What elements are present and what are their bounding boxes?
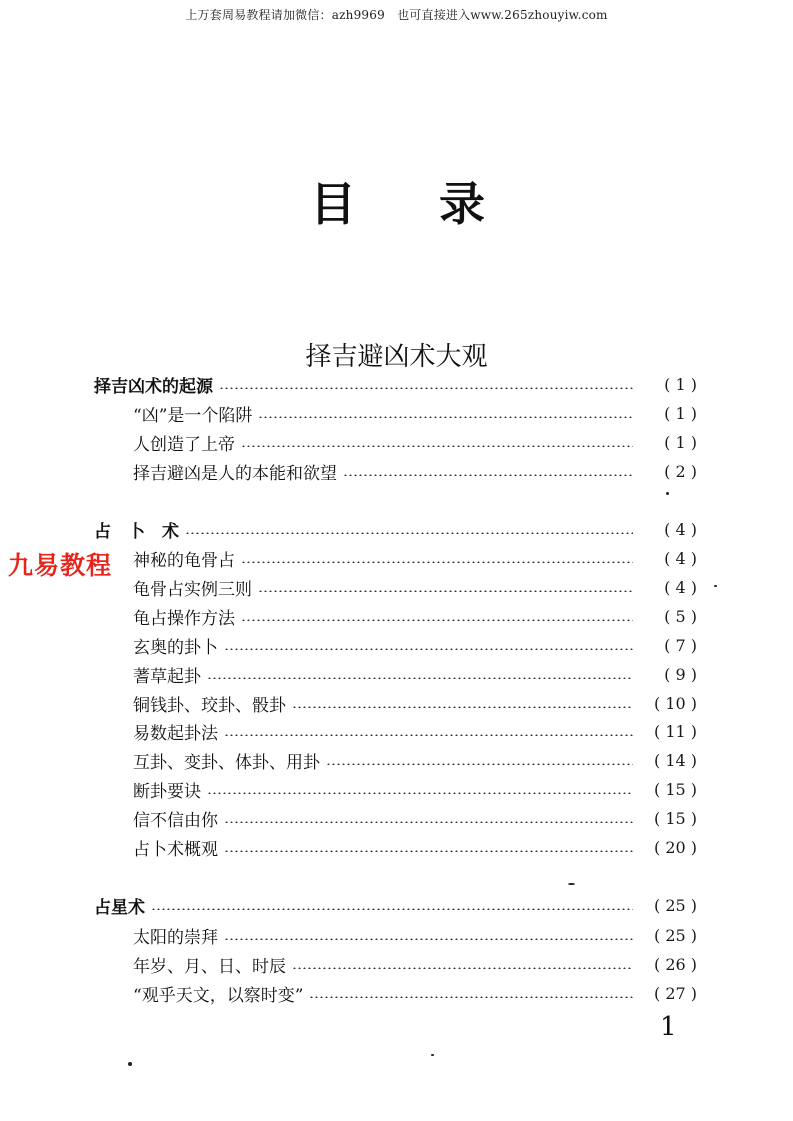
toc-entry-page: ( 27 )	[653, 983, 697, 1003]
toc-entry-title: 年岁、月、日、时辰	[133, 956, 286, 977]
toc-entry[interactable]	[133, 604, 697, 628]
toc-entry-title: 占 卜 术	[94, 521, 179, 542]
dot-leader	[224, 850, 633, 852]
toc-entry-title: 信不信由你	[133, 810, 218, 831]
dot-leader	[326, 763, 633, 765]
dot-leader	[185, 532, 633, 534]
toc-entry-page: ( 25 )	[653, 895, 697, 915]
toc-entry-title: 玄奥的卦卜	[133, 637, 218, 658]
toc-entry-page: ( 14 )	[653, 750, 697, 770]
toc-entry[interactable]	[133, 923, 697, 947]
toc-entry[interactable]	[133, 401, 697, 425]
toc-entry[interactable]	[133, 430, 697, 454]
toc-entry-page: ( 5 )	[664, 606, 697, 626]
book-title: 择吉避凶术大观	[305, 342, 488, 372]
toc-entry-page: ( 9 )	[664, 664, 697, 684]
page-title-char-1: 目	[310, 177, 356, 231]
dot-leader	[292, 706, 633, 708]
dot-leader	[258, 416, 633, 418]
toc-entry[interactable]	[133, 546, 697, 570]
toc-entry[interactable]	[133, 633, 697, 657]
scan-speck	[714, 585, 717, 587]
dot-leader	[343, 474, 633, 476]
toc-entry[interactable]	[133, 575, 697, 599]
toc-entry-title: 占星术	[94, 897, 145, 918]
dot-leader	[309, 996, 633, 998]
page-number: 1	[660, 1012, 677, 1042]
header-note: 上万套周易教程请加微信：azh9969 也可直接进入www.265zhouyiw.com	[185, 8, 608, 22]
toc-entry-page: ( 4 )	[664, 519, 697, 539]
toc-entry-title: “观乎天文，以察时变”	[133, 985, 304, 1006]
toc-entry[interactable]	[94, 893, 697, 917]
toc-entry-page: ( 20 )	[653, 837, 697, 857]
toc-entry-title: 易数起卦法	[133, 723, 218, 744]
toc-entry-title: 人创造了上帝	[133, 434, 235, 455]
dot-leader	[151, 908, 633, 910]
toc-entry[interactable]	[133, 662, 697, 686]
toc-entry-page: ( 2 )	[664, 461, 697, 481]
toc-entry-title: 神秘的龟骨占	[133, 550, 235, 571]
dot-leader	[224, 734, 633, 736]
toc-entry-page: ( 1 )	[664, 432, 697, 452]
toc-entry-page: ( 11 )	[653, 721, 697, 741]
toc-entry-title: 择吉避凶是人的本能和欲望	[133, 463, 337, 484]
toc-entry-title: 龟骨占实例三则	[133, 579, 252, 600]
dot-leader	[258, 590, 633, 592]
dot-leader	[224, 648, 633, 650]
toc-entry-title: 铜钱卦、珓卦、骰卦	[133, 695, 286, 716]
dot-leader	[241, 619, 633, 621]
toc-entry[interactable]	[133, 777, 697, 801]
toc-entry-page: ( 7 )	[664, 635, 697, 655]
toc-entry-page: ( 1 )	[664, 403, 697, 423]
dot-leader	[207, 792, 633, 794]
toc-entry-page: ( 4 )	[664, 548, 697, 568]
toc-entry[interactable]	[133, 806, 697, 830]
toc-entry-page: ( 26 )	[653, 954, 697, 974]
toc-entry[interactable]	[133, 691, 697, 715]
toc-entry-title: 蓍草起卦	[133, 666, 201, 687]
toc-entry-page: ( 15 )	[653, 779, 697, 799]
toc-entry-title: 太阳的崇拜	[133, 927, 218, 948]
toc-entry-title: 互卦、变卦、体卦、用卦	[133, 752, 320, 773]
dot-leader	[219, 387, 633, 389]
scan-speck	[128, 1062, 132, 1066]
toc-entry[interactable]	[133, 952, 697, 976]
dot-leader	[292, 967, 633, 969]
page-title	[310, 168, 485, 234]
toc-entry-title: 断卦要诀	[133, 781, 201, 802]
toc-entry-page: ( 1 )	[664, 374, 697, 394]
toc-entry-page: ( 4 )	[664, 577, 697, 597]
toc-entry[interactable]	[133, 835, 697, 859]
toc-entry[interactable]	[133, 748, 697, 772]
dot-leader	[241, 561, 633, 563]
page-title-char-2: 录	[439, 177, 485, 231]
toc-entry[interactable]	[133, 981, 697, 1005]
scan-speck	[431, 1054, 434, 1056]
dot-leader	[207, 677, 633, 679]
scan-speck	[666, 492, 669, 495]
toc-entry-title: “凶”是一个陷阱	[133, 405, 253, 426]
dot-leader	[224, 821, 633, 823]
toc-entry[interactable]	[133, 719, 697, 743]
toc-entry-title: 择吉凶术的起源	[94, 376, 213, 397]
dot-leader	[241, 445, 633, 447]
toc-entry-title: 占卜术概观	[133, 839, 218, 860]
toc-entry[interactable]	[94, 372, 697, 396]
toc-entry-page: ( 15 )	[653, 808, 697, 828]
toc-entry-title: 龟占操作方法	[133, 608, 235, 629]
dot-leader	[224, 938, 633, 940]
watermark: 九易教程	[6, 546, 114, 582]
scan-speck	[568, 883, 575, 885]
toc-entry[interactable]	[94, 517, 697, 541]
toc-entry-page: ( 25 )	[653, 925, 697, 945]
toc-entry[interactable]	[133, 459, 697, 483]
toc-entry-page: ( 10 )	[653, 693, 697, 713]
